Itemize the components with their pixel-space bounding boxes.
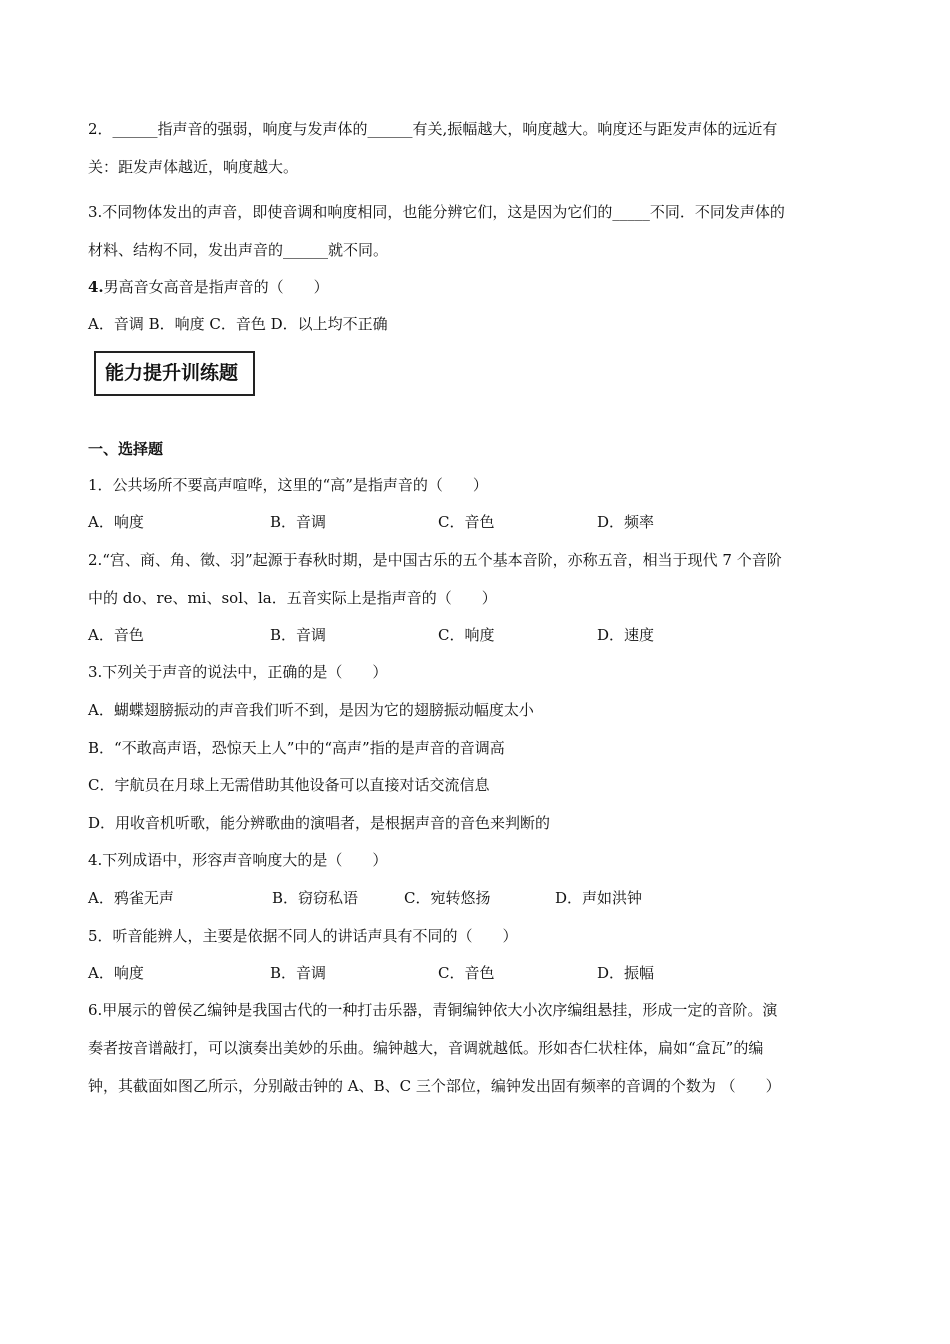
mc3-option-b: B．“不敢高声语，恐惊天上人”中的“高声”指的是声音的音调高 [88,739,505,757]
question-2-line-1: 2．______指声音的强弱，响度与发声体的______有关,振幅越大，响度越大。响度还与距发声体的远近有 [88,120,778,138]
mc2-option-b: B．音调 [270,626,327,644]
mc3-option-a: A．蝴蝶翅膀振动的声音我们听不到，是因为它的翅膀振动幅度太小 [88,701,534,719]
question-4-text: 男高音女高音是指声音的（ ） [103,278,329,296]
question-4-number: 4. [88,278,104,296]
mc1-option-a: A．响度 [88,513,144,531]
mc5-option-a: A．响度 [88,964,144,982]
mc2-option-a: A．音色 [88,626,144,644]
question-2-line-2: 关：距发声体越近，响度越大。 [88,158,299,176]
mc2-line-1: 2.“宫、商、角、徵、羽”起源于春秋时期，是中国古乐的五个基本音阶，亦称五音，相当于现代 7 个音阶 [88,551,782,569]
section-title-box: 能力提升训练题 [94,351,255,396]
question-4-stem [88,277,329,297]
mc2-option-d: D．速度 [597,626,655,644]
part-heading: 一、选择题 [88,440,164,458]
question-3-line-2: 材料、结构不同，发出声音的______就不同。 [88,241,389,259]
mc1-stem: 1．公共场所不要高声喧哗，这里的“高”是指声音的（ ） [88,476,488,494]
mc1-option-c: C．音色 [438,513,495,531]
question-3-line-1: 3.不同物体发出的声音，即使音调和响度相同，也能分辨它们，这是因为它们的_____不同．不同发声体的 [88,203,785,221]
mc5-option-b: B．音调 [270,964,327,982]
mc4-stem: 4.下列成语中，形容声音响度大的是（ ） [88,851,388,869]
mc3-option-c: C．宇航员在月球上无需借助其他设备可以直接对话交流信息 [88,776,490,794]
mc4-option-c: C．宛转悠扬 [404,889,491,907]
mc5-option-c: C．音色 [438,964,495,982]
mc6-line-2: 奏者按音谱敲打，可以演奏出美妙的乐曲。编钟越大，音调就越低。形如杏仁状柱体，扁如“盒瓦”的编 [88,1039,764,1057]
mc3-stem: 3.下列关于声音的说法中，正确的是（ ） [88,663,388,681]
mc6-line-1: 6.甲展示的曾侯乙编钟是我国古代的一种打击乐器，青铜编钟依大小次序编组悬挂，形成一定的音阶。演 [88,1001,778,1019]
mc1-option-d: D．频率 [597,513,655,531]
mc2-line-2: 中的 do、re、mi、sol、la．五音实际上是指声音的（ ） [88,589,497,607]
mc4-option-d: D．声如洪钟 [555,889,643,907]
mc5-stem: 5．听音能辨人，主要是依据不同人的讲话声具有不同的（ ） [88,927,518,945]
mc1-option-b: B．音调 [270,513,327,531]
mc5-option-d: D．振幅 [597,964,655,982]
mc4-option-b: B．窃窃私语 [272,889,359,907]
mc4-option-a: A．鸦雀无声 [88,889,174,907]
mc6-line-3: 钟，其截面如图乙所示，分别敲击钟的 A、B、C 三个部位，编钟发出固有频率的音调的个数为 （ ） [88,1077,781,1095]
question-4-options: A．音调 B．响度 C．音色 D．以上均不正确 [88,315,388,333]
mc3-option-d: D．用收音机听歌，能分辨歌曲的演唱者，是根据声音的音色来判断的 [88,814,551,832]
mc2-option-c: C．响度 [438,626,495,644]
